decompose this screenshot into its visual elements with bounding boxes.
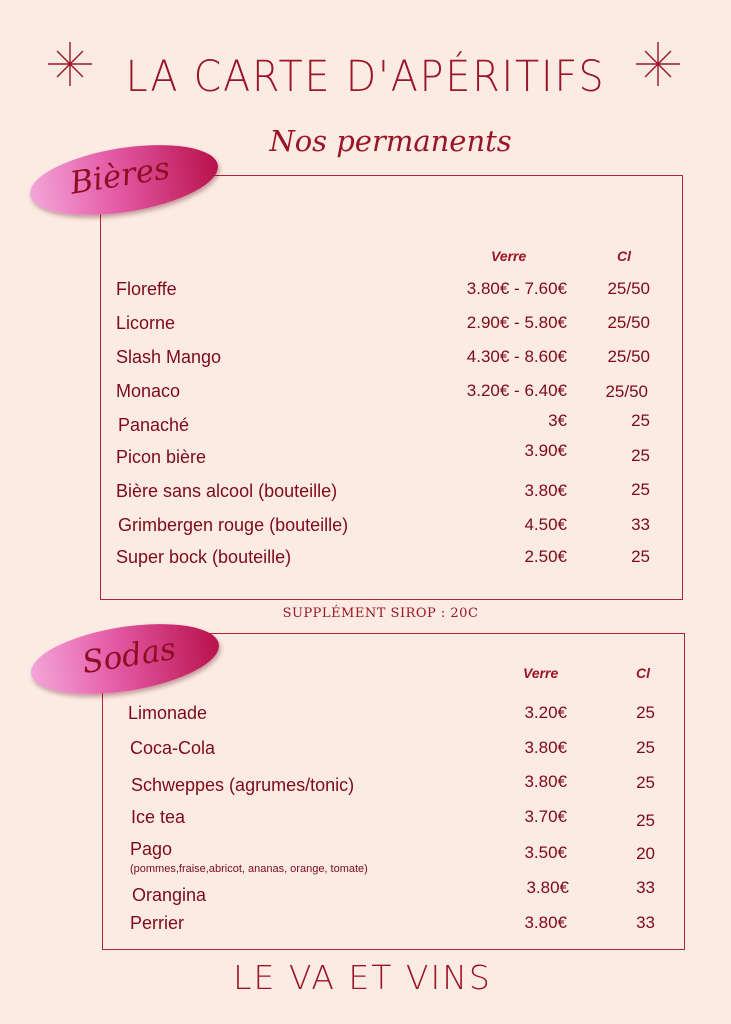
list-item: Monaco — [116, 381, 181, 401]
item-cl: 33 — [636, 913, 655, 932]
item-cl: 25/50 — [607, 313, 650, 332]
item-cl: 25 — [636, 773, 655, 792]
item-cl: 25 — [631, 480, 650, 499]
item-cl: 33 — [636, 878, 655, 897]
item-cl: 25 — [636, 703, 655, 722]
list-item: Licorne — [116, 313, 176, 333]
item-cl: 25/50 — [607, 347, 650, 366]
item-price: 3.80€ — [524, 913, 567, 932]
item-cl: 25/50 — [607, 279, 650, 298]
list-item: Orangina — [132, 885, 207, 905]
item-price: 3.80€ - 7.60€ — [466, 279, 567, 298]
list-item: Picon bière — [116, 447, 207, 467]
page-title: LA CARTE D'APÉRITIFS — [125, 52, 606, 102]
item-price: 3.80€ — [524, 481, 567, 500]
sodas-col-verre: Verre — [523, 665, 559, 681]
item-price: 2.90€ - 5.80€ — [466, 313, 567, 332]
item-cl: 25/50 — [605, 382, 648, 401]
list-item: Limonade — [128, 703, 208, 723]
item-price: 4.30€ - 8.60€ — [466, 347, 567, 366]
item-cl: 25 — [631, 547, 650, 566]
item-price: 3.80€ — [524, 738, 567, 757]
item-cl: 25 — [631, 446, 650, 465]
list-item: Schweppes (agrumes/tonic) — [131, 775, 355, 795]
supplement-note: SUPPLÉMENT SIROP : 20C — [282, 606, 479, 621]
list-item: Super bock (bouteille) — [116, 547, 292, 567]
item-cl: 25 — [636, 811, 655, 830]
bieres-label: Bières — [67, 150, 173, 202]
item-price: 4.50€ — [524, 515, 567, 534]
item-note: (pommes,fraise,abricot, ananas, orange, tomate) — [130, 863, 368, 875]
item-price: 3.80€ — [526, 878, 569, 897]
bieres-col-cl: Cl — [617, 248, 631, 264]
list-item: Pago — [130, 839, 173, 859]
item-cl: 20 — [636, 844, 655, 863]
list-item: Floreffe — [116, 279, 177, 299]
item-price: 3.90€ — [524, 441, 567, 460]
bieres-col-verre: Verre — [491, 248, 527, 264]
item-price: 3.80€ — [524, 772, 567, 791]
list-item: Bière sans alcool (bouteille) — [116, 481, 338, 501]
list-item: Slash Mango — [116, 347, 222, 367]
list-item: Grimbergen rouge (bouteille) — [118, 515, 349, 535]
item-cl: 25 — [636, 738, 655, 757]
sodas-label: Sodas — [79, 630, 179, 682]
list-item: Panaché — [118, 415, 190, 435]
item-price: 3.50€ — [524, 843, 567, 862]
list-item: Ice tea — [131, 807, 186, 827]
footer-brand: LE VA ET VINS — [233, 958, 492, 997]
list-item: Perrier — [130, 913, 185, 933]
list-item: Coca-Cola — [130, 738, 216, 758]
sodas-col-cl: Cl — [636, 665, 650, 681]
item-price: 3.70€ — [524, 807, 567, 826]
item-price: 3€ — [548, 411, 567, 430]
item-cl: 25 — [631, 411, 650, 430]
page-subtitle: Nos permanents — [269, 124, 512, 158]
item-price: 3.20€ - 6.40€ — [466, 381, 567, 400]
item-price: 3.20€ — [524, 703, 567, 722]
item-cl: 33 — [631, 515, 650, 534]
item-price: 2.50€ — [524, 547, 567, 566]
